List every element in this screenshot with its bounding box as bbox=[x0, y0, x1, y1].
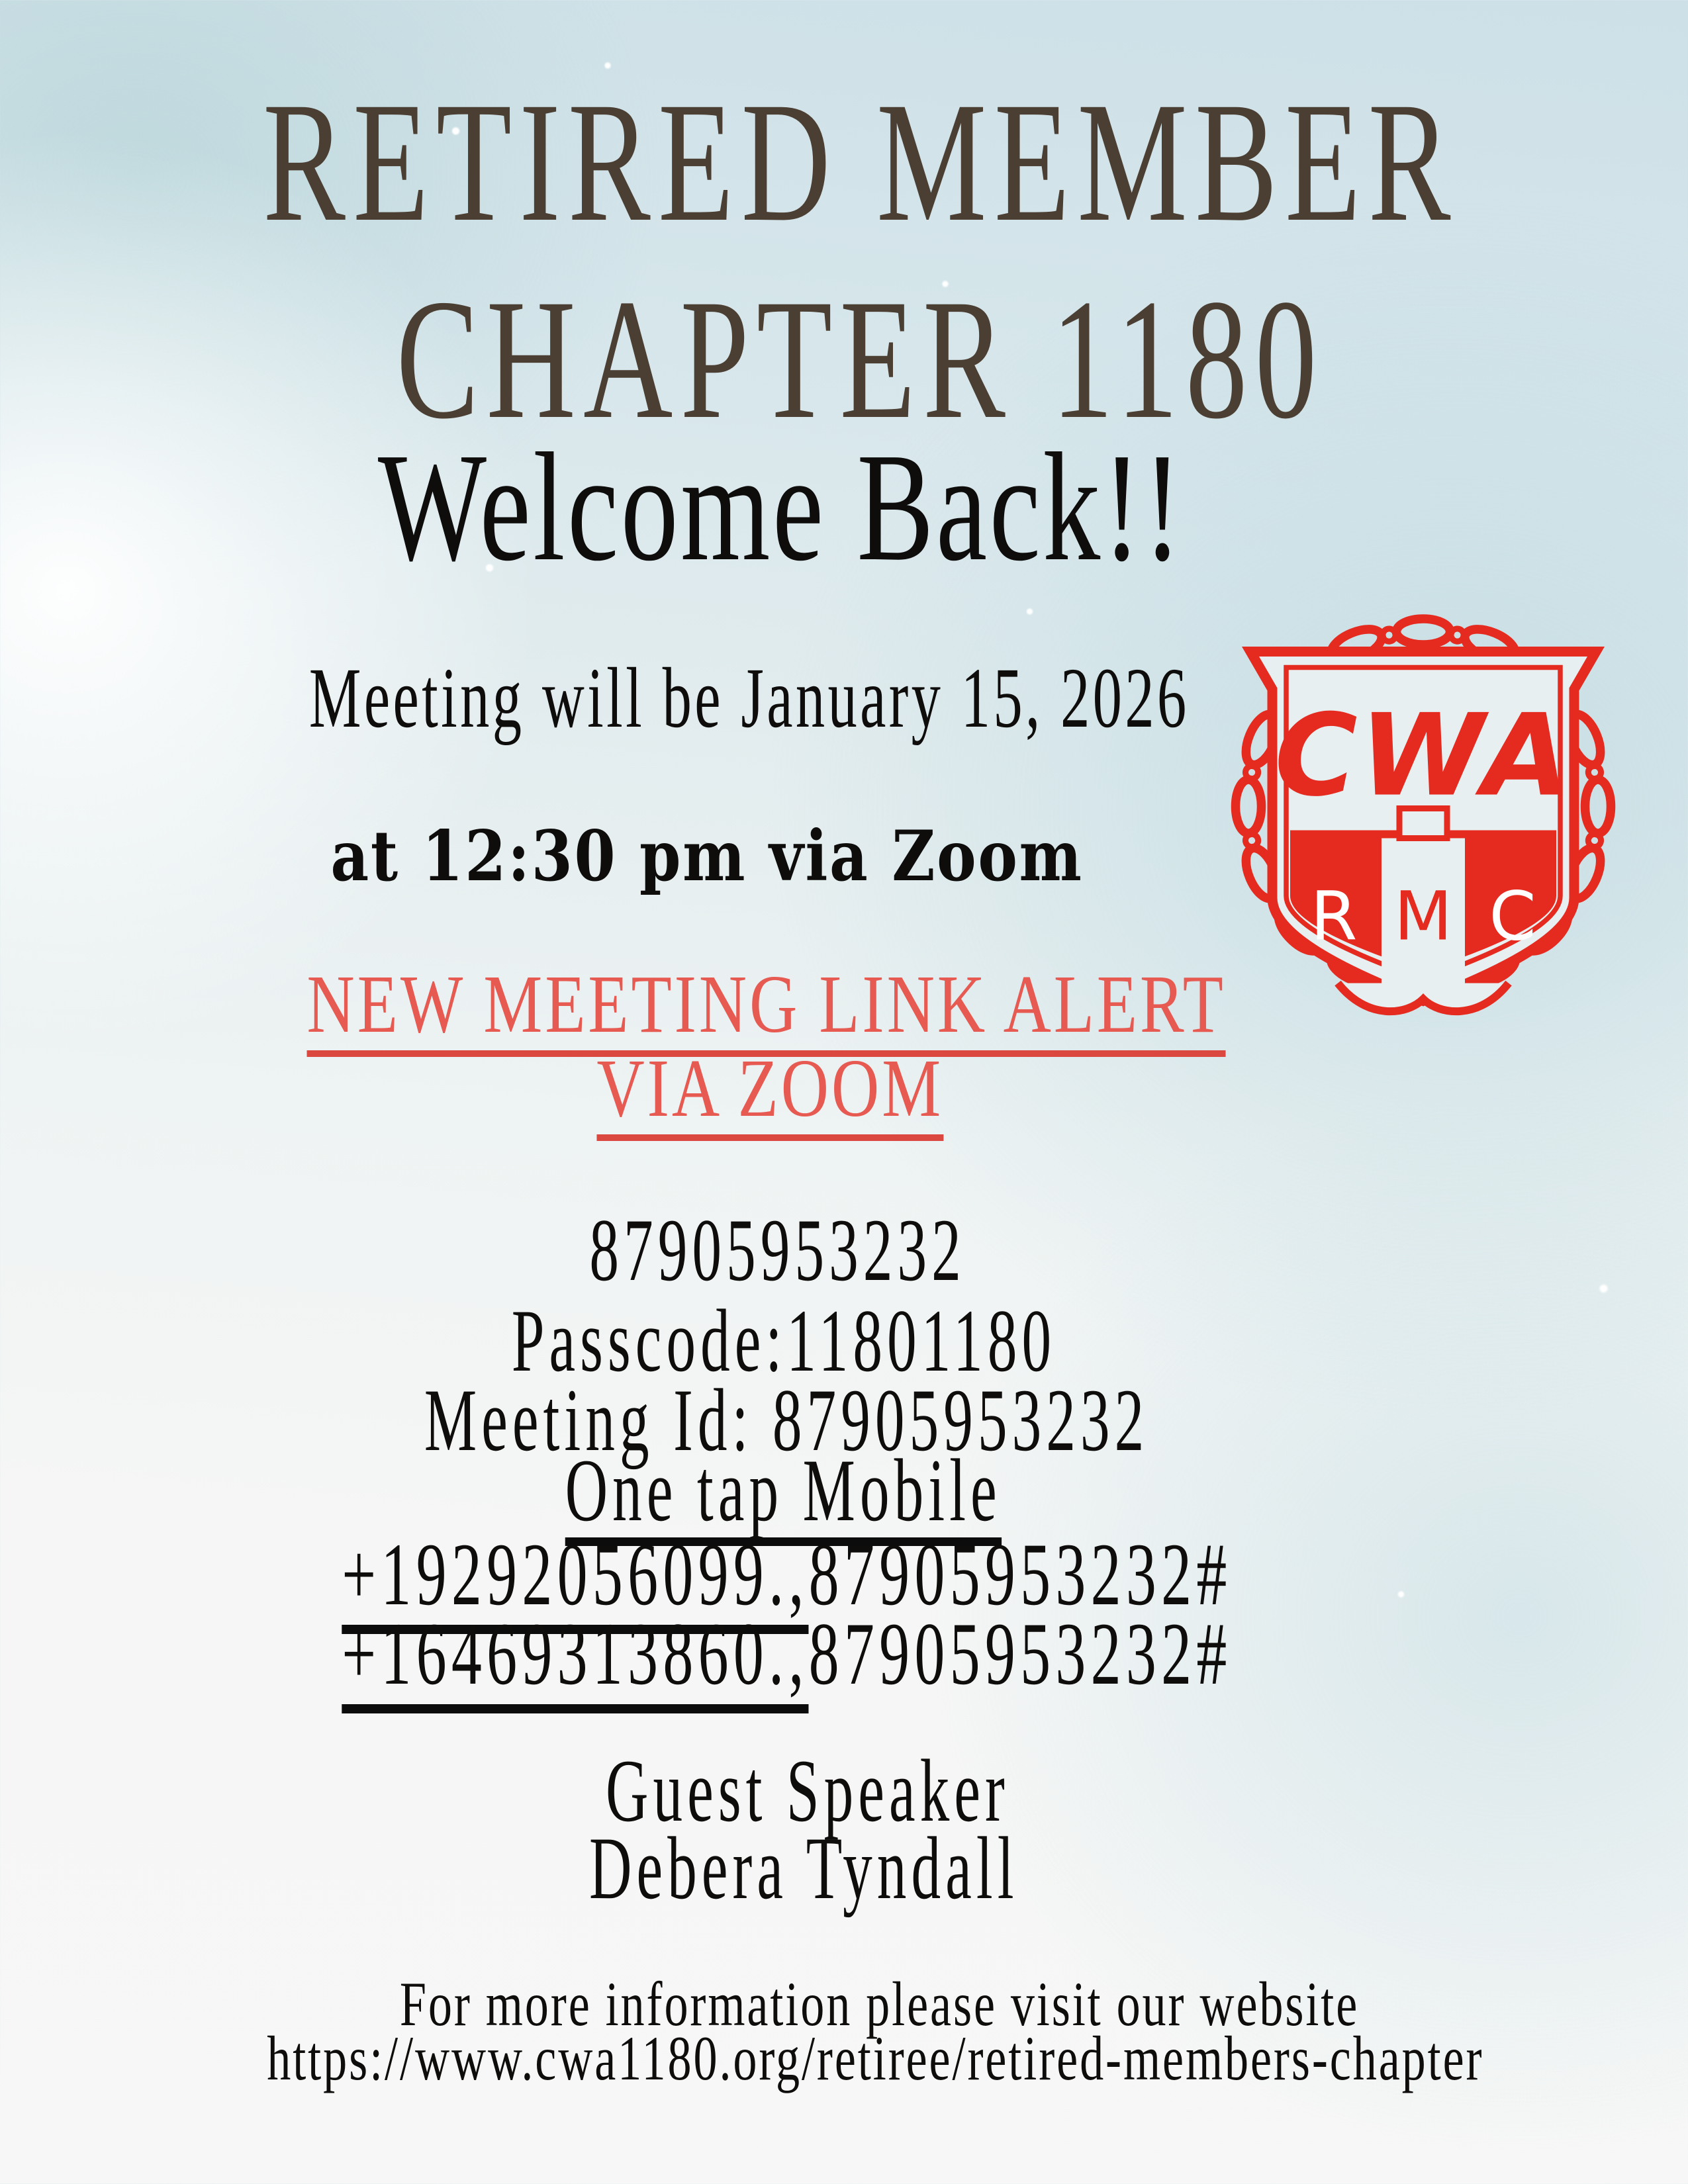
guest-speaker-name: Debera Tyndall bbox=[588, 1819, 1019, 1918]
logo-letter-m: M bbox=[1393, 877, 1453, 956]
logo-letter-c: C bbox=[1489, 877, 1536, 956]
cwa-rmc-logo-icon bbox=[1225, 608, 1622, 1031]
flyer-title-line1: RETIRED MEMBER bbox=[263, 67, 1458, 257]
zoom-passcode: Passcode:11801180 bbox=[511, 1292, 1056, 1390]
one-tap-phone-2: +16469313860.,87905953232# bbox=[0, 1610, 1630, 1699]
new-link-alert-line1: NEW MEETING LINK ALERT bbox=[0, 964, 1611, 1057]
flyer-title-line2: CHAPTER 1180 bbox=[397, 264, 1325, 455]
zoom-number: 87905953232 bbox=[589, 1201, 966, 1300]
zoom-meeting-id: Meeting Id: 87905953232 bbox=[424, 1371, 1149, 1470]
guest-speaker-label: Guest Speaker bbox=[606, 1742, 1009, 1841]
shield bbox=[1250, 652, 1596, 1012]
new-link-alert-line2: VIA ZOOM bbox=[0, 1048, 1614, 1141]
logo-letter-r: R bbox=[1310, 877, 1358, 956]
logo-cwa-text: CWA bbox=[1274, 690, 1572, 822]
meeting-date-line: Meeting will be January 15, 2026 bbox=[309, 651, 1190, 746]
meeting-time-line: at 12:30 pm via Zoom bbox=[330, 815, 1084, 897]
welcome-heading: Welcome Back!! bbox=[378, 421, 1184, 593]
footer-info-line: For more information please visit our website bbox=[400, 1969, 1360, 2039]
footer-website-url: https://www.cwa1180.org/retiree/retired-members-chapter bbox=[266, 2023, 1484, 2093]
one-tap-mobile-label: One tap Mobile bbox=[0, 1446, 1627, 1546]
one-tap-phone-1: +19292056099.,87905953232# bbox=[0, 1530, 1630, 1619]
